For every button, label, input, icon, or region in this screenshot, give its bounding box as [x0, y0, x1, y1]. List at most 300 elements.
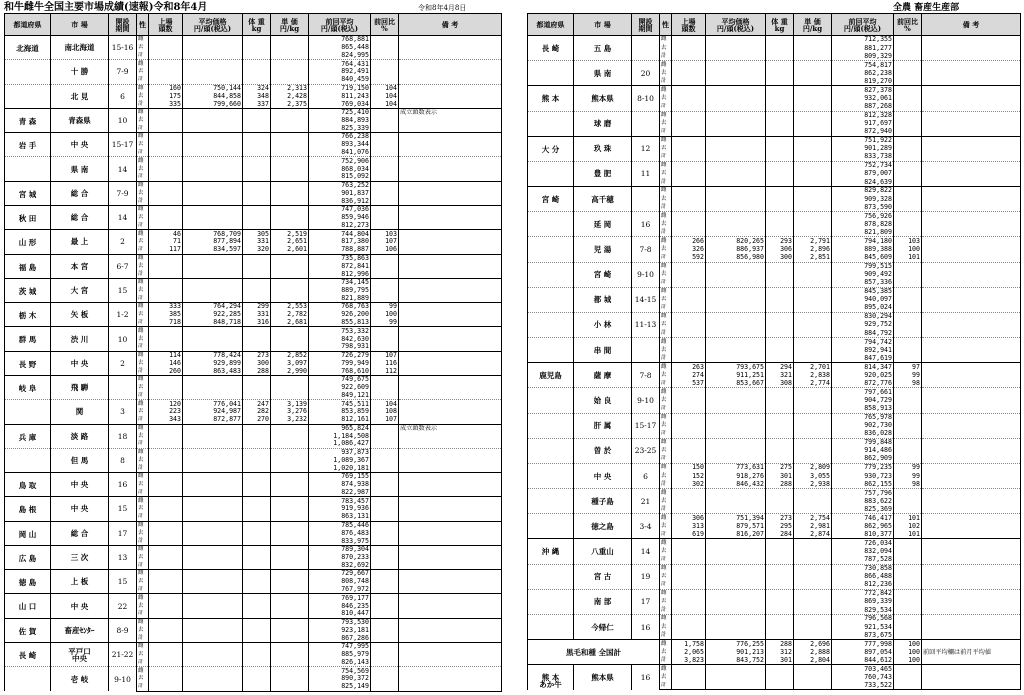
value-cell [149, 683, 183, 691]
value-cell: 767,972 [309, 586, 371, 594]
value-cell: 288 [766, 480, 794, 488]
value-cell [271, 578, 309, 586]
value-cell [371, 481, 399, 489]
prefecture-cell: 長 野 [5, 351, 51, 375]
value-cell: 768,881 [309, 36, 371, 44]
value-cell [149, 295, 183, 303]
value-cell [149, 626, 183, 634]
prefecture-cell [5, 60, 51, 84]
note-cell [922, 128, 1021, 136]
sex-label: 去 [660, 522, 672, 530]
value-cell [149, 189, 183, 197]
value-cell [149, 68, 183, 76]
value-cell [243, 586, 271, 594]
value-cell: 766,238 [309, 133, 371, 141]
value-cell [794, 556, 832, 564]
value-cell: 46 [149, 230, 183, 238]
value-cell [371, 586, 399, 594]
value-cell [706, 287, 766, 295]
period-cell: 2 [109, 351, 137, 375]
note-cell [922, 212, 1021, 220]
value-cell: 836,028 [832, 430, 894, 438]
prefecture-cell [528, 262, 574, 287]
value-cell: 747,995 [309, 643, 371, 651]
value-cell [183, 497, 243, 505]
value-cell [706, 438, 766, 446]
value-cell [271, 667, 309, 675]
sex-label: 雌 [660, 36, 672, 44]
right-table-row [528, 614, 1021, 622]
value-cell [183, 513, 243, 521]
value-cell [672, 665, 706, 673]
value-cell [149, 513, 183, 521]
value-cell [794, 195, 832, 203]
value-cell: 881,277 [832, 44, 894, 52]
value-cell [371, 165, 399, 173]
value-cell [794, 573, 832, 581]
period-cell: 16 [632, 614, 660, 639]
sex-label: 雌 [137, 521, 149, 529]
note-cell [922, 44, 1021, 52]
value-cell [894, 489, 922, 497]
value-cell: 99 [371, 303, 399, 311]
prefecture-cell [528, 438, 574, 463]
value-cell: 825,369 [832, 505, 894, 513]
value-cell [371, 141, 399, 149]
sex-label: 雌 [660, 136, 672, 144]
value-cell: 348 [243, 92, 271, 100]
value-cell: 778,424 [183, 351, 243, 359]
sex-label: 去 [660, 623, 672, 631]
period-cell: 7-8 [632, 363, 660, 388]
value-cell [183, 375, 243, 383]
value-cell: 223 [149, 408, 183, 416]
value-cell [371, 181, 399, 189]
value-cell [371, 432, 399, 440]
value-cell [371, 116, 399, 124]
value-cell [894, 195, 922, 203]
value-cell [183, 173, 243, 181]
value-cell [371, 505, 399, 513]
value-cell: 102 [894, 522, 922, 530]
value-cell: 879,007 [832, 170, 894, 178]
note-cell [922, 111, 1021, 119]
value-cell: 2,804 [794, 656, 832, 664]
value-cell: 99 [894, 371, 922, 379]
value-cell [706, 145, 766, 153]
value-cell: 2,782 [271, 311, 309, 319]
note-cell [399, 667, 502, 675]
value-cell [794, 388, 832, 396]
value-cell [706, 228, 766, 236]
value-cell [149, 197, 183, 205]
prefecture-cell: 宮 城 [5, 181, 51, 205]
value-cell: 824,639 [832, 178, 894, 186]
value-cell [672, 673, 706, 681]
value-cell [766, 128, 794, 136]
value-cell: 104 [371, 84, 399, 92]
left-table-row [5, 643, 502, 651]
value-cell [149, 505, 183, 513]
sex-label: 去 [137, 141, 149, 149]
left-table-row [5, 424, 502, 432]
value-cell [243, 270, 271, 278]
value-cell [271, 286, 309, 294]
right-col-header: 備 考 [922, 14, 1021, 36]
value-cell: 904,729 [832, 396, 894, 404]
value-cell [766, 497, 794, 505]
value-cell: 746,417 [832, 514, 894, 522]
value-cell [183, 181, 243, 189]
value-cell: 98 [894, 480, 922, 488]
prefecture-cell: 島 根 [5, 497, 51, 521]
note-cell [399, 173, 502, 181]
value-cell: 836,912 [309, 197, 371, 205]
market-cell: 大 宮 [51, 278, 109, 302]
value-cell [766, 312, 794, 320]
value-cell [766, 212, 794, 220]
value-cell [706, 598, 766, 606]
sex-label: 雌 [137, 181, 149, 189]
note-cell [922, 312, 1021, 320]
value-cell: 333 [149, 303, 183, 311]
value-cell [271, 521, 309, 529]
value-cell [672, 455, 706, 463]
value-cell [672, 539, 706, 547]
value-cell [672, 195, 706, 203]
value-cell [183, 76, 243, 84]
value-cell [794, 153, 832, 161]
value-cell [371, 610, 399, 618]
value-cell: 274 [672, 371, 706, 379]
value-cell: 776,255 [706, 640, 766, 648]
left-col-header: 都道府県 [5, 14, 51, 36]
sex-label: 去 [137, 116, 149, 124]
sex-label: 雌 [660, 665, 672, 673]
value-cell: 901,213 [706, 648, 766, 656]
value-cell [766, 598, 794, 606]
value-cell [766, 77, 794, 85]
value-cell [672, 497, 706, 505]
value-cell: 783,457 [309, 497, 371, 505]
note-cell [922, 421, 1021, 429]
value-cell [672, 94, 706, 102]
market-cell: 今帰仁 [574, 614, 632, 639]
value-cell [672, 128, 706, 136]
value-cell [149, 36, 183, 44]
sex-label: 去 [137, 529, 149, 537]
value-cell [894, 170, 922, 178]
value-cell [183, 189, 243, 197]
value-cell [894, 262, 922, 270]
sex-label: 計 [137, 149, 149, 157]
sex-label: 去 [137, 505, 149, 513]
sex-label: 去 [137, 44, 149, 52]
value-cell [706, 564, 766, 572]
period-cell: 3 [109, 400, 137, 424]
sex-label: 雌 [137, 643, 149, 651]
value-cell [371, 529, 399, 537]
value-cell [894, 52, 922, 60]
value-cell [371, 594, 399, 602]
value-cell [766, 161, 794, 169]
period-cell: 15-16 [109, 36, 137, 60]
value-cell: 2,651 [271, 238, 309, 246]
value-cell [766, 438, 794, 446]
value-cell [794, 539, 832, 547]
value-cell: 897,054 [832, 648, 894, 656]
sex-label: 去 [660, 44, 672, 52]
value-cell: 2,601 [271, 246, 309, 254]
value-cell [243, 254, 271, 262]
value-cell: 822,987 [309, 489, 371, 497]
right-col-header: 開設 期間 [632, 14, 660, 36]
value-cell [706, 270, 766, 278]
sex-label: 雌 [137, 351, 149, 359]
value-cell [371, 327, 399, 335]
value-cell [706, 606, 766, 614]
value-cell [894, 178, 922, 186]
value-cell [794, 564, 832, 572]
note-cell [399, 133, 502, 141]
value-cell [149, 667, 183, 675]
value-cell [271, 173, 309, 181]
value-cell [243, 432, 271, 440]
value-cell [706, 36, 766, 44]
value-cell [766, 279, 794, 287]
value-cell [706, 44, 766, 52]
sex-label: 雌 [660, 363, 672, 371]
right-table-row [528, 564, 1021, 572]
value-cell: 845,385 [832, 287, 894, 295]
period-cell: 9-10 [109, 667, 137, 691]
note-cell [399, 311, 502, 319]
note-cell [922, 497, 1021, 505]
value-cell [794, 270, 832, 278]
note-cell [922, 228, 1021, 236]
value-cell [706, 203, 766, 211]
value-cell [706, 405, 766, 413]
value-cell [672, 262, 706, 270]
value-cell [271, 489, 309, 497]
sex-label: 雌 [660, 61, 672, 69]
value-cell [149, 254, 183, 262]
value-cell: 335 [149, 100, 183, 108]
value-cell [894, 497, 922, 505]
value-cell [794, 77, 832, 85]
sex-label: 去 [660, 497, 672, 505]
value-cell: 873,590 [832, 203, 894, 211]
sex-label: 去 [660, 573, 672, 581]
value-cell [672, 86, 706, 94]
right-col-header: 体 重 kg [766, 14, 794, 36]
value-cell [794, 547, 832, 555]
value-cell [183, 392, 243, 400]
note-cell [399, 286, 502, 294]
value-cell: 821,889 [309, 295, 371, 303]
sex-label: 計 [660, 228, 672, 236]
value-cell [672, 623, 706, 631]
value-cell: 799,515 [832, 262, 894, 270]
value-cell [894, 631, 922, 639]
value-cell: 922,285 [183, 311, 243, 319]
sex-label: 雌 [137, 133, 149, 141]
value-cell: 301 [766, 472, 794, 480]
right-table-row [528, 388, 1021, 396]
sex-label: 計 [660, 77, 672, 85]
note-cell [399, 222, 502, 230]
value-cell [271, 76, 309, 84]
value-cell: 152 [672, 472, 706, 480]
note-cell [922, 447, 1021, 455]
sex-label: 雌 [660, 640, 672, 648]
prefecture-cell [528, 388, 574, 413]
prefecture-cell [5, 448, 51, 472]
value-cell [243, 157, 271, 165]
value-cell [894, 438, 922, 446]
right-table-row [528, 665, 1021, 673]
note-cell [399, 643, 502, 651]
value-cell [766, 614, 794, 622]
value-cell [371, 392, 399, 400]
value-cell [371, 643, 399, 651]
value-cell [271, 392, 309, 400]
value-cell [183, 222, 243, 230]
right-table-row [528, 413, 1021, 421]
prefecture-cell: 福 島 [5, 254, 51, 278]
value-cell: 106 [371, 246, 399, 254]
value-cell [672, 405, 706, 413]
note-cell [399, 359, 502, 367]
value-cell: 747,036 [309, 205, 371, 213]
prefecture-cell: 宮 崎 [528, 187, 574, 212]
sex-label: 計 [660, 682, 672, 690]
value-cell [672, 145, 706, 153]
value-cell: 273 [243, 351, 271, 359]
period-cell: 17 [632, 589, 660, 614]
period-cell: 21 [632, 489, 660, 514]
note-cell [399, 327, 502, 335]
prefecture-cell [5, 84, 51, 108]
value-cell: 877,894 [183, 238, 243, 246]
value-cell: 331 [243, 238, 271, 246]
value-cell [243, 440, 271, 448]
value-cell [243, 173, 271, 181]
note-cell: 成立頭数表示 [399, 424, 502, 432]
market-cell: 三 次 [51, 545, 109, 569]
value-cell: 923,181 [309, 626, 371, 634]
period-cell: 2 [109, 230, 137, 254]
sex-label: 去 [137, 286, 149, 294]
period-cell: 8-10 [632, 86, 660, 111]
sex-label: 雌 [137, 278, 149, 286]
value-cell: 872,940 [832, 128, 894, 136]
value-cell [183, 214, 243, 222]
value-cell: 764,431 [309, 60, 371, 68]
value-cell: 857,336 [832, 279, 894, 287]
value-cell [894, 212, 922, 220]
note-cell [399, 197, 502, 205]
prefecture-cell: 山 口 [5, 594, 51, 618]
value-cell [894, 77, 922, 85]
value-cell [894, 203, 922, 211]
value-cell [371, 149, 399, 157]
sex-label: 雌 [660, 187, 672, 195]
market-cell: 熊本県 [574, 86, 632, 111]
value-cell [243, 521, 271, 529]
value-cell: 116 [371, 359, 399, 367]
value-cell [243, 448, 271, 456]
value-cell [149, 286, 183, 294]
value-cell: 754,569 [309, 667, 371, 675]
value-cell: 901,837 [309, 189, 371, 197]
value-cell: 150 [672, 463, 706, 471]
market-cell: 児 湯 [574, 237, 632, 262]
value-cell: 754,817 [832, 61, 894, 69]
value-cell [183, 529, 243, 537]
value-cell [271, 214, 309, 222]
sex-label: 計 [137, 197, 149, 205]
value-cell: 892,941 [832, 346, 894, 354]
value-cell [794, 598, 832, 606]
value-cell [672, 598, 706, 606]
left-col-header: 単 価 円/kg [271, 14, 309, 36]
value-cell [766, 421, 794, 429]
value-cell [894, 69, 922, 77]
value-cell: 2,375 [271, 100, 309, 108]
value-cell: 320 [243, 246, 271, 254]
prefecture-cell [528, 413, 574, 438]
market-cell: 南北海道 [51, 36, 109, 60]
value-cell: 878,828 [832, 220, 894, 228]
value-cell [894, 430, 922, 438]
value-cell [706, 614, 766, 622]
value-cell [672, 354, 706, 362]
market-cell: 畜産ｾﾝﾀｰ [51, 618, 109, 642]
value-cell [243, 181, 271, 189]
value-cell: 812,328 [832, 111, 894, 119]
period-cell: 13 [109, 545, 137, 569]
note-cell [922, 388, 1021, 396]
note-cell [922, 581, 1021, 589]
value-cell: 797,661 [832, 388, 894, 396]
sex-label: 去 [660, 69, 672, 77]
value-cell [271, 60, 309, 68]
value-cell [706, 421, 766, 429]
value-cell [894, 455, 922, 463]
sex-label: 去 [137, 384, 149, 392]
value-cell [149, 116, 183, 124]
value-cell: 820,265 [706, 237, 766, 245]
value-cell [271, 643, 309, 651]
value-cell [271, 141, 309, 149]
market-cell: 玖 珠 [574, 136, 632, 161]
value-cell [149, 570, 183, 578]
market-cell: 五 島 [574, 36, 632, 61]
sex-label: 計 [660, 405, 672, 413]
market-cell: 中 央 [51, 594, 109, 618]
value-cell: 1,758 [672, 640, 706, 648]
value-cell [766, 455, 794, 463]
value-cell [766, 447, 794, 455]
value-cell: 872,877 [183, 416, 243, 424]
sex-label: 雌 [660, 489, 672, 497]
value-cell: 842,630 [309, 335, 371, 343]
value-cell: 884,893 [309, 116, 371, 124]
value-cell: 817,380 [309, 238, 371, 246]
note-cell [922, 573, 1021, 581]
value-cell [672, 413, 706, 421]
